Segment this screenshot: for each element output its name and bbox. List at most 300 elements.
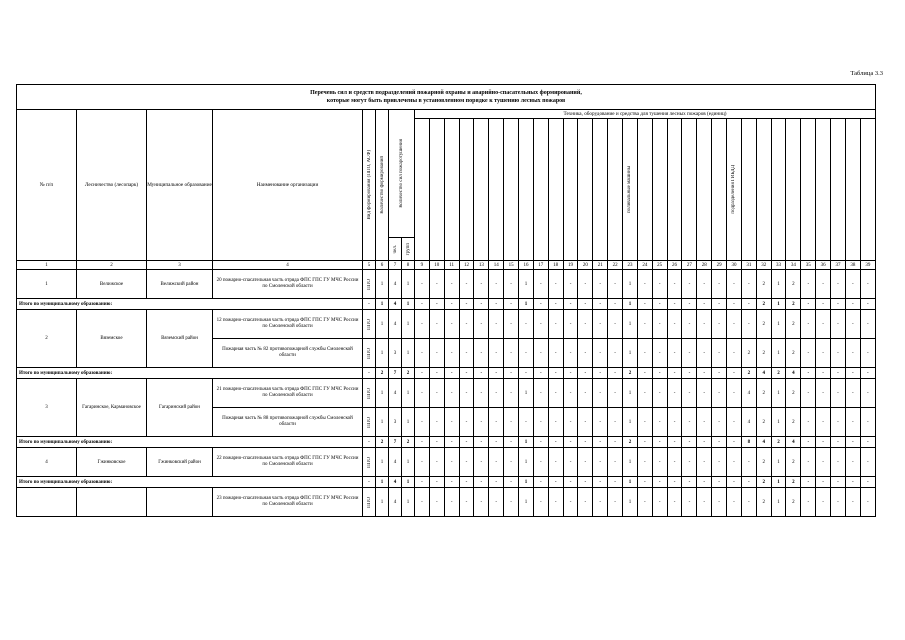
header-forestry: Лесничество (лесопарк) xyxy=(77,110,147,261)
cell-equipment: - xyxy=(801,379,816,408)
cell-equipment: - xyxy=(459,448,474,477)
cell-equipment: - xyxy=(637,379,652,408)
cell-type: ППО xyxy=(363,448,376,477)
cell-count: 1 xyxy=(376,339,389,368)
cell-count: 1 xyxy=(376,270,389,299)
cell-chel: 3 xyxy=(389,408,402,437)
header-equipment-col xyxy=(519,119,534,261)
cell-equipment: 1 xyxy=(623,477,638,488)
cell-equipment: - xyxy=(429,379,444,408)
cell-equipment: - xyxy=(578,270,593,299)
column-number: 5 xyxy=(363,261,376,270)
cell-equipment: - xyxy=(845,339,860,368)
cell-equipment: - xyxy=(860,408,875,437)
cell-equipment: - xyxy=(682,448,697,477)
cell-equipment: - xyxy=(860,310,875,339)
cell-equipment: 2 xyxy=(786,408,801,437)
total-label: Итого по муниципальному образованию: xyxy=(17,477,363,488)
cell-equipment: - xyxy=(593,408,608,437)
cell-grupp: 1 xyxy=(402,488,415,517)
cell-equipment: - xyxy=(860,448,875,477)
column-number: 9 xyxy=(415,261,430,270)
cell-equipment: - xyxy=(548,448,563,477)
cell-equipment: - xyxy=(415,488,430,517)
cell-equipment: - xyxy=(459,477,474,488)
cell-equipment: 1 xyxy=(519,270,534,299)
cell-org: 21 пожарно-спасательная часть отряда ФПС ГПС ГУ МЧС России по Смоленской области xyxy=(213,379,363,408)
header-equipment-col xyxy=(548,119,563,261)
column-number: 17 xyxy=(533,261,548,270)
cell-equipment: 1 xyxy=(771,310,786,339)
total-type: - xyxy=(363,437,376,448)
header-equipment-col xyxy=(474,119,489,261)
cell-equipment: 2 xyxy=(623,368,638,379)
cell-equipment: - xyxy=(712,488,727,517)
column-number: 23 xyxy=(623,261,638,270)
cell-equipment: - xyxy=(652,368,667,379)
column-number: 7 xyxy=(389,261,402,270)
cell-equipment: 2 xyxy=(756,270,771,299)
cell-equipment: - xyxy=(801,477,816,488)
cell-equipment: 1 xyxy=(623,310,638,339)
cell-equipment: - xyxy=(667,368,682,379)
cell-equipment: - xyxy=(801,339,816,368)
cell-equipment: - xyxy=(578,368,593,379)
header-equipment-col xyxy=(771,119,786,261)
cell-equipment: - xyxy=(801,299,816,310)
cell-equipment: - xyxy=(578,339,593,368)
cell-forestry: Гагаринское, Кармановское xyxy=(77,379,147,437)
cell-equipment: - xyxy=(415,448,430,477)
header-equipment-col xyxy=(563,119,578,261)
cell-equipment: - xyxy=(727,339,742,368)
cell-equipment: - xyxy=(801,437,816,448)
cell-equipment: - xyxy=(593,488,608,517)
cell-equipment: - xyxy=(845,310,860,339)
column-number: 30 xyxy=(727,261,742,270)
cell-equipment: - xyxy=(697,310,712,339)
cell-equipment: - xyxy=(593,477,608,488)
cell-equipment: - xyxy=(816,408,831,437)
cell-equipment: - xyxy=(652,477,667,488)
cell-equipment: - xyxy=(831,437,846,448)
cell-count: 1 xyxy=(376,299,389,310)
cell-equipment: - xyxy=(444,310,459,339)
cell-equipment: - xyxy=(444,437,459,448)
cell-equipment: - xyxy=(697,299,712,310)
cell-equipment: - xyxy=(548,379,563,408)
cell-equipment: - xyxy=(548,339,563,368)
cell-grupp: 1 xyxy=(402,270,415,299)
cell-type: ППО xyxy=(363,379,376,408)
cell-equipment: - xyxy=(563,437,578,448)
cell-equipment: - xyxy=(489,488,504,517)
cell-equipment: - xyxy=(429,408,444,437)
cell-equipment: - xyxy=(682,437,697,448)
cell-equipment: - xyxy=(504,339,519,368)
cell-equipment: - xyxy=(637,270,652,299)
column-number: 33 xyxy=(771,261,786,270)
cell-equipment: - xyxy=(608,379,623,408)
cell-equipment: - xyxy=(415,368,430,379)
cell-grupp: 1 xyxy=(402,477,415,488)
column-number: 10 xyxy=(429,261,444,270)
cell-equipment: - xyxy=(801,488,816,517)
header-equipment-col xyxy=(756,119,771,261)
cell-equipment: - xyxy=(563,477,578,488)
cell-equipment: - xyxy=(682,339,697,368)
cell-equipment: 2 xyxy=(756,379,771,408)
cell-equipment: - xyxy=(548,299,563,310)
header-org: Наименование организации xyxy=(213,110,363,261)
cell-equipment: - xyxy=(801,408,816,437)
cell-equipment: 2 xyxy=(756,299,771,310)
cell-equipment: - xyxy=(741,488,756,517)
cell-grupp: 1 xyxy=(402,379,415,408)
cell-equipment: - xyxy=(563,379,578,408)
cell-count: 1 xyxy=(376,477,389,488)
cell-count: 1 xyxy=(376,448,389,477)
cell-num: 3 xyxy=(17,379,77,437)
cell-equipment: - xyxy=(741,299,756,310)
cell-count: 2 xyxy=(376,368,389,379)
cell-equipment: - xyxy=(816,477,831,488)
cell-equipment: - xyxy=(415,299,430,310)
cell-equipment: - xyxy=(667,448,682,477)
cell-equipment: - xyxy=(459,379,474,408)
cell-equipment: - xyxy=(504,368,519,379)
cell-equipment: - xyxy=(444,270,459,299)
cell-equipment: - xyxy=(727,408,742,437)
cell-equipment: - xyxy=(519,310,534,339)
cell-equipment: 2 xyxy=(623,437,638,448)
cell-equipment: - xyxy=(816,299,831,310)
cell-municipality: Велижский район xyxy=(147,270,213,299)
cell-equipment: - xyxy=(593,299,608,310)
header-equipment-col xyxy=(533,119,548,261)
cell-num: 1 xyxy=(17,270,77,299)
cell-equipment: 2 xyxy=(771,368,786,379)
cell-equipment: - xyxy=(415,408,430,437)
cell-equipment: - xyxy=(816,368,831,379)
column-number: 27 xyxy=(682,261,697,270)
cell-equipment: - xyxy=(548,368,563,379)
cell-equipment: - xyxy=(459,299,474,310)
header-equipment-col xyxy=(697,119,712,261)
cell-equipment: - xyxy=(697,339,712,368)
cell-equipment: - xyxy=(548,477,563,488)
cell-equipment: - xyxy=(533,437,548,448)
cell-org: 12 пожарно-спасательная часть отряда ФПС ГПС ГУ МЧС России по Смоленской области xyxy=(213,310,363,339)
cell-equipment: - xyxy=(667,488,682,517)
cell-equipment: 2 xyxy=(756,310,771,339)
column-number: 11 xyxy=(444,261,459,270)
cell-equipment: - xyxy=(593,448,608,477)
total-type: - xyxy=(363,299,376,310)
cell-equipment: - xyxy=(608,310,623,339)
cell-equipment: - xyxy=(801,448,816,477)
header-equipment-col xyxy=(578,119,593,261)
cell-equipment: 4 xyxy=(741,379,756,408)
cell-equipment: - xyxy=(593,270,608,299)
cell-equipment: - xyxy=(504,379,519,408)
cell-equipment: - xyxy=(637,448,652,477)
cell-type: ППО xyxy=(363,339,376,368)
cell-equipment: - xyxy=(860,488,875,517)
cell-equipment: - xyxy=(533,310,548,339)
cell-equipment: - xyxy=(831,339,846,368)
cell-equipment: - xyxy=(563,368,578,379)
cell-equipment: - xyxy=(578,379,593,408)
cell-equipment: - xyxy=(504,270,519,299)
cell-count: 1 xyxy=(376,379,389,408)
header-equipment-col: поливальные машины xyxy=(623,119,638,261)
cell-equipment: - xyxy=(831,448,846,477)
cell-equipment: 2 xyxy=(786,299,801,310)
cell-equipment: - xyxy=(578,299,593,310)
cell-equipment: - xyxy=(489,437,504,448)
cell-equipment: - xyxy=(593,310,608,339)
header-municipality: Муниципальное образование xyxy=(147,110,213,261)
cell-equipment: - xyxy=(548,408,563,437)
header-equipment-col xyxy=(845,119,860,261)
cell-equipment: 1 xyxy=(623,379,638,408)
cell-equipment: - xyxy=(727,379,742,408)
cell-equipment: - xyxy=(504,408,519,437)
cell-equipment: - xyxy=(667,310,682,339)
cell-equipment: - xyxy=(533,477,548,488)
table-caption: Таблица 3.3 xyxy=(850,70,883,77)
column-number: 37 xyxy=(831,261,846,270)
cell-equipment: - xyxy=(608,477,623,488)
column-number: 21 xyxy=(593,261,608,270)
column-number: 24 xyxy=(637,261,652,270)
cell-equipment: - xyxy=(712,368,727,379)
cell-equipment: - xyxy=(712,379,727,408)
table-row xyxy=(17,379,876,408)
cell-equipment: - xyxy=(429,270,444,299)
total-type: - xyxy=(363,477,376,488)
cell-equipment: - xyxy=(697,379,712,408)
table-row xyxy=(17,488,876,517)
cell-chel: 3 xyxy=(389,339,402,368)
cell-equipment: - xyxy=(533,368,548,379)
cell-equipment: - xyxy=(801,368,816,379)
cell-equipment: - xyxy=(831,270,846,299)
cell-equipment: - xyxy=(533,270,548,299)
cell-equipment: - xyxy=(831,310,846,339)
header-equipment-col xyxy=(860,119,875,261)
cell-equipment: - xyxy=(563,488,578,517)
cell-forestry: Вяземское xyxy=(77,310,147,368)
cell-chel: 4 xyxy=(389,477,402,488)
cell-equipment: - xyxy=(608,368,623,379)
cell-grupp: 1 xyxy=(402,310,415,339)
cell-chel: 4 xyxy=(389,299,402,310)
total-row xyxy=(17,437,876,448)
cell-chel: 4 xyxy=(389,448,402,477)
cell-equipment: - xyxy=(548,488,563,517)
cell-equipment: - xyxy=(563,270,578,299)
cell-equipment: 1 xyxy=(519,379,534,408)
cell-equipment: - xyxy=(637,310,652,339)
cell-equipment: - xyxy=(652,310,667,339)
cell-equipment: - xyxy=(652,408,667,437)
cell-org: Пожарная часть № 82 противопожарной службы Смоленской области xyxy=(213,339,363,368)
cell-chel: 4 xyxy=(389,310,402,339)
cell-equipment: - xyxy=(533,448,548,477)
cell-equipment: - xyxy=(519,368,534,379)
cell-equipment: - xyxy=(429,339,444,368)
cell-equipment: - xyxy=(652,448,667,477)
cell-equipment: - xyxy=(474,310,489,339)
cell-equipment: - xyxy=(741,270,756,299)
cell-equipment: - xyxy=(444,448,459,477)
cell-equipment: - xyxy=(845,448,860,477)
cell-equipment: - xyxy=(459,270,474,299)
cell-equipment: 1 xyxy=(623,339,638,368)
cell-equipment: - xyxy=(637,339,652,368)
cell-equipment: - xyxy=(474,408,489,437)
cell-equipment: - xyxy=(489,310,504,339)
cell-equipment: 2 xyxy=(786,488,801,517)
cell-equipment: 2 xyxy=(771,437,786,448)
cell-equipment: - xyxy=(563,339,578,368)
cell-equipment: - xyxy=(489,408,504,437)
resources-table xyxy=(16,84,876,517)
table-row xyxy=(17,448,876,477)
cell-chel: 4 xyxy=(389,270,402,299)
cell-equipment: - xyxy=(548,270,563,299)
cell-equipment: - xyxy=(578,448,593,477)
cell-equipment: 1 xyxy=(771,379,786,408)
cell-equipment: - xyxy=(519,339,534,368)
cell-equipment: - xyxy=(816,270,831,299)
cell-equipment: - xyxy=(578,408,593,437)
column-number: 3 xyxy=(147,261,213,270)
cell-equipment: - xyxy=(429,477,444,488)
cell-equipment: - xyxy=(474,448,489,477)
cell-equipment: - xyxy=(682,310,697,339)
cell-equipment: - xyxy=(563,448,578,477)
cell-chel: 7 xyxy=(389,437,402,448)
cell-equipment: 2 xyxy=(741,368,756,379)
cell-equipment: - xyxy=(489,339,504,368)
cell-equipment: 2 xyxy=(786,477,801,488)
column-number: 26 xyxy=(667,261,682,270)
cell-equipment: - xyxy=(667,477,682,488)
cell-equipment: 1 xyxy=(623,408,638,437)
cell-equipment: - xyxy=(459,368,474,379)
cell-equipment: - xyxy=(637,408,652,437)
header-equipment-col xyxy=(801,119,816,261)
cell-equipment: - xyxy=(474,368,489,379)
column-number: 20 xyxy=(578,261,593,270)
cell-equipment: - xyxy=(682,408,697,437)
column-number: 15 xyxy=(504,261,519,270)
column-number: 25 xyxy=(652,261,667,270)
cell-equipment: - xyxy=(831,477,846,488)
cell-equipment: - xyxy=(429,299,444,310)
column-number: 32 xyxy=(756,261,771,270)
cell-equipment: - xyxy=(429,368,444,379)
cell-equipment: - xyxy=(831,368,846,379)
cell-equipment: - xyxy=(459,488,474,517)
cell-chel: 4 xyxy=(389,488,402,517)
cell-equipment: - xyxy=(667,437,682,448)
cell-equipment: - xyxy=(578,437,593,448)
cell-equipment: - xyxy=(652,270,667,299)
header-equipment-col xyxy=(831,119,846,261)
column-number: 34 xyxy=(786,261,801,270)
cell-equipment: - xyxy=(816,488,831,517)
cell-equipment: - xyxy=(429,488,444,517)
column-number: 19 xyxy=(563,261,578,270)
cell-org: 20 пожарно-спасательная часть отряда ФПС ГПС ГУ МЧС России по Смоленской области xyxy=(213,270,363,299)
cell-equipment: - xyxy=(608,437,623,448)
cell-equipment: 1 xyxy=(623,270,638,299)
cell-equipment: 1 xyxy=(519,448,534,477)
cell-equipment: - xyxy=(860,339,875,368)
cell-equipment: 4 xyxy=(786,437,801,448)
cell-equipment: - xyxy=(816,339,831,368)
cell-equipment: - xyxy=(845,408,860,437)
cell-equipment: - xyxy=(459,339,474,368)
cell-equipment: - xyxy=(727,488,742,517)
cell-equipment: - xyxy=(682,488,697,517)
cell-equipment: - xyxy=(697,408,712,437)
cell-equipment: - xyxy=(608,448,623,477)
header-equipment-col: подразделения ГИБДД xyxy=(727,119,742,261)
cell-num: 2 xyxy=(17,310,77,368)
cell-equipment: 4 xyxy=(786,368,801,379)
cell-equipment: - xyxy=(459,437,474,448)
cell-equipment: - xyxy=(845,379,860,408)
cell-equipment: - xyxy=(459,310,474,339)
cell-equipment: - xyxy=(652,339,667,368)
cell-equipment: - xyxy=(682,379,697,408)
cell-equipment: - xyxy=(845,299,860,310)
cell-equipment: - xyxy=(727,437,742,448)
cell-equipment: - xyxy=(489,448,504,477)
cell-equipment: 1 xyxy=(623,299,638,310)
cell-equipment: - xyxy=(831,488,846,517)
cell-equipment: 1 xyxy=(519,477,534,488)
cell-equipment: - xyxy=(697,270,712,299)
cell-equipment: - xyxy=(578,477,593,488)
cell-equipment: - xyxy=(429,437,444,448)
cell-equipment: - xyxy=(860,299,875,310)
cell-grupp: 1 xyxy=(402,408,415,437)
cell-equipment: - xyxy=(429,310,444,339)
total-label: Итого по муниципальному образованию: xyxy=(17,437,363,448)
cell-equipment: - xyxy=(712,437,727,448)
cell-equipment: - xyxy=(504,477,519,488)
cell-equipment: - xyxy=(801,310,816,339)
cell-equipment: - xyxy=(474,339,489,368)
header-equipment-col xyxy=(608,119,623,261)
header-equipment-col xyxy=(459,119,474,261)
cell-equipment: - xyxy=(504,448,519,477)
cell-equipment: - xyxy=(444,408,459,437)
cell-equipment: - xyxy=(444,488,459,517)
cell-equipment: 1 xyxy=(771,270,786,299)
cell-equipment: 1 xyxy=(519,437,534,448)
cell-equipment: - xyxy=(741,448,756,477)
cell-equipment: - xyxy=(415,310,430,339)
cell-equipment: - xyxy=(697,488,712,517)
column-number: 2 xyxy=(77,261,147,270)
